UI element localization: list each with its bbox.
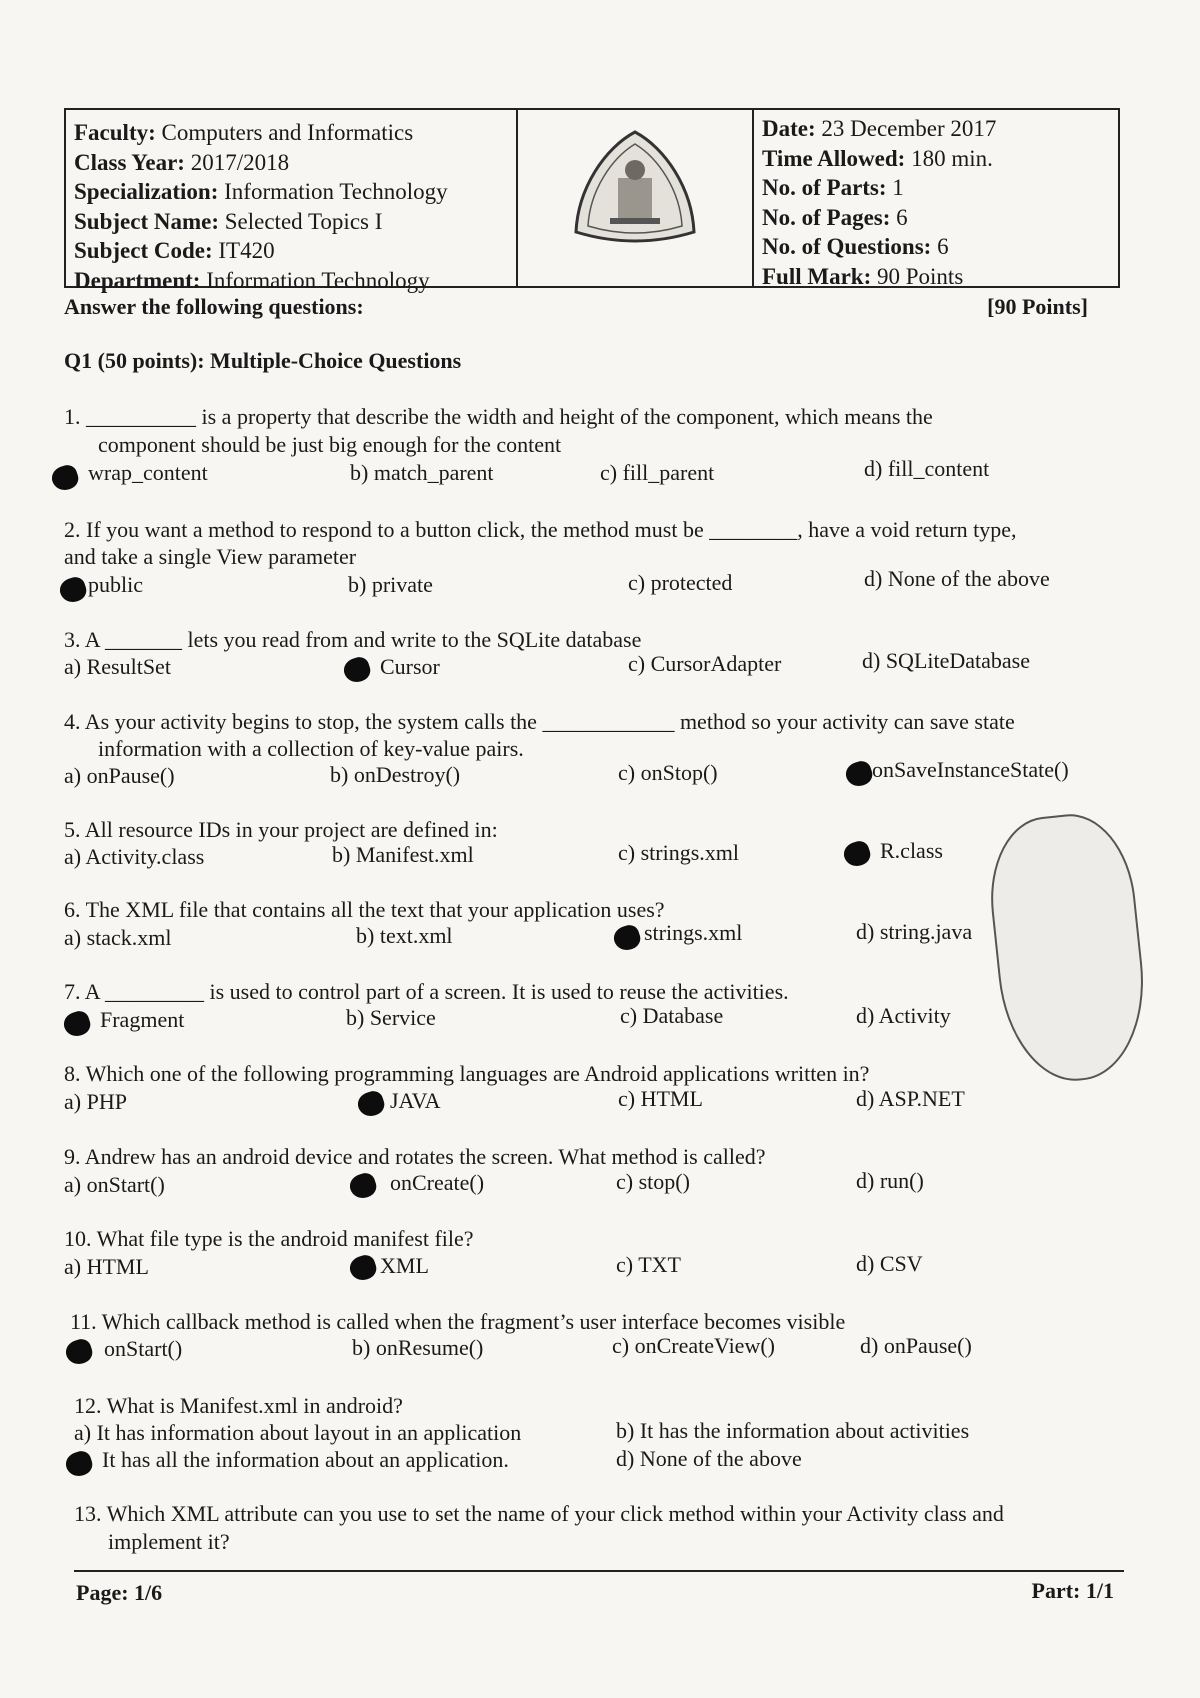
question-11-option-c: c) onCreateView() [612,1333,775,1358]
question-1-line1: 1. __________ is a property that describe the width and height of the component, which means the [64,404,933,429]
question-5-option-b: b) Manifest.xml [332,842,474,867]
footer-rule [74,1570,1124,1572]
question-7-line1: 7. A _________ is used to control part of a screen. It is used to reuse the activities. [64,979,789,1004]
question-8-option-c: c) HTML [618,1086,703,1111]
question-6-option-b: b) text.xml [356,923,453,948]
header-left-column [66,110,518,293]
question-7-option-d: d) Activity [856,1003,951,1028]
question-10-option-b: XML [380,1253,429,1278]
question-9-option-d: d) run() [856,1168,924,1193]
question-4-line2: information with a collection of key-value pairs. [98,736,524,761]
exam-header-table [64,108,1120,293]
instructions-text: Answer the following questions: [64,294,364,319]
header-center-column [518,110,754,286]
question-1-option-a: wrap_content [88,460,208,485]
answer-mark-q1 [49,463,81,494]
part-number: Part: 1/1 [1031,1578,1114,1603]
answer-mark-q10 [347,1253,379,1284]
question-9-line1: 9. Andrew has an android device and rotates the screen. What method is called? [64,1144,766,1169]
question-5-option-d: R.class [880,838,943,863]
answer-mark-q12 [63,1449,95,1480]
question-11-line1: 11. Which callback method is called when the fragment’s user interface becomes visible [70,1309,846,1334]
question-2-option-d: d) None of the above [864,566,1050,591]
header-questions: No. of Questions: 6 [762,234,949,259]
university-seal-icon [518,128,752,253]
answer-mark-q5 [841,839,873,870]
answer-mark-q2 [57,575,89,606]
question-8-option-d: d) ASP.NET [856,1086,965,1111]
question-5-option-c: c) strings.xml [618,840,739,865]
question-6-option-a: a) stack.xml [64,925,172,950]
question-13-line2: implement it? [108,1529,230,1554]
question-4-line1: 4. As your activity begins to stop, the system calls the ____________ method so your activity can save state [64,709,1015,734]
question-3-option-b: Cursor [380,654,440,679]
total-points: [90 Points] [987,294,1088,319]
question-9-option-b: onCreate() [390,1170,485,1195]
question-2-line2: and take a single View parameter [64,544,357,569]
question-8-option-a: a) PHP [64,1089,127,1114]
header-date: Date: 23 December 2017 [762,116,997,141]
question-9-option-a: a) onStart() [64,1172,165,1197]
question-9-option-c: c) stop() [616,1169,690,1194]
question-3-option-c: c) CursorAdapter [628,651,782,676]
question-8-line1: 8. Which one of the following programming languages are Android applications written in? [64,1061,870,1086]
section-title: Q1 (50 points): Multiple-Choice Questions [64,348,462,373]
instructions-line [64,294,1088,320]
header-right-column [754,110,1118,289]
question-11-option-d: d) onPause() [860,1333,972,1358]
header-class-year: Class Year: 2017/2018 [74,149,290,175]
question-3-option-a: a) ResultSet [64,654,171,679]
answer-mark-q11 [63,1337,95,1368]
answer-mark-q3 [341,655,373,686]
answer-mark-q8 [355,1089,387,1120]
question-4-option-b: b) onDestroy() [330,762,461,787]
question-1-option-d: d) fill_content [864,456,990,481]
header-time-allowed: Time Allowed: 180 min. [762,145,993,171]
official-stamp-icon [982,808,1153,1088]
question-10-option-a: a) HTML [64,1254,149,1279]
question-12-option-a: a) It has information about layout in an application [74,1420,522,1445]
question-6-option-d: d) string.java [856,919,973,944]
answer-mark-q4 [843,759,875,790]
question-7-option-b: b) Service [346,1005,436,1030]
question-6-line1: 6. The XML file that contains all the text that your application uses? [64,897,665,922]
header-pages: No. of Pages: 6 [762,204,908,230]
question-2-option-a: public [88,572,143,597]
question-4-option-a: a) onPause() [64,763,175,788]
header-department: Department: Information Technology [74,267,430,293]
page-number: Page: 1/6 [76,1580,163,1605]
question-12-line1: 12. What is Manifest.xml in android? [74,1393,403,1418]
question-2-line1: 2. If you want a method to respond to a button click, the method must be ________, have a void return type, [64,517,1017,542]
question-1-option-c: c) fill_parent [600,460,715,485]
question-1-line2: component should be just big enough for the content [98,432,562,457]
question-2-option-c: c) protected [628,570,733,595]
question-10-line1: 10. What file type is the android manifest file? [64,1226,474,1251]
answer-mark-q6 [611,923,643,954]
question-3-option-d: d) SQLiteDatabase [862,648,1030,673]
header-subject-name: Subject Name: Selected Topics I [74,208,383,234]
question-8-option-b: JAVA [390,1088,441,1113]
question-10-option-d: d) CSV [856,1251,923,1276]
question-4-option-d: onSaveInstanceState() [872,757,1069,782]
header-faculty: Faculty: Computers and Informatics [74,120,414,145]
question-12-option-b: b) It has the information about activities [616,1418,970,1443]
question-12-option-d: d) None of the above [616,1446,802,1471]
header-specialization: Specialization: Information Technology [74,179,448,204]
answer-mark-q9 [347,1171,379,1202]
question-5-option-a: a) Activity.class [64,844,205,869]
header-full-mark: Full Mark: 90 Points [762,263,964,289]
question-2-option-b: b) private [348,572,433,597]
question-6-option-c: strings.xml [644,920,743,945]
answer-mark-q7 [61,1009,93,1040]
question-1-option-b: b) match_parent [350,460,494,485]
question-11-option-a: onStart() [104,1336,183,1361]
header-parts: No. of Parts: 1 [762,175,904,200]
question-10-option-c: c) TXT [616,1252,681,1277]
question-4-option-c: c) onStop() [618,760,718,785]
question-7-option-a: Fragment [100,1007,185,1032]
header-subject-code: Subject Code: IT420 [74,238,275,263]
question-7-option-c: c) Database [620,1003,724,1028]
question-12-option-c: It has all the information about an application. [102,1447,509,1472]
question-5-line1: 5. All resource IDs in your project are defined in: [64,817,498,842]
question-3-line1: 3. A _______ lets you read from and write to the SQLite database [64,627,642,652]
question-13-line1: 13. Which XML attribute can you use to set the name of your click method within your Activity class and [74,1501,1004,1526]
question-11-option-b: b) onResume() [352,1335,484,1360]
